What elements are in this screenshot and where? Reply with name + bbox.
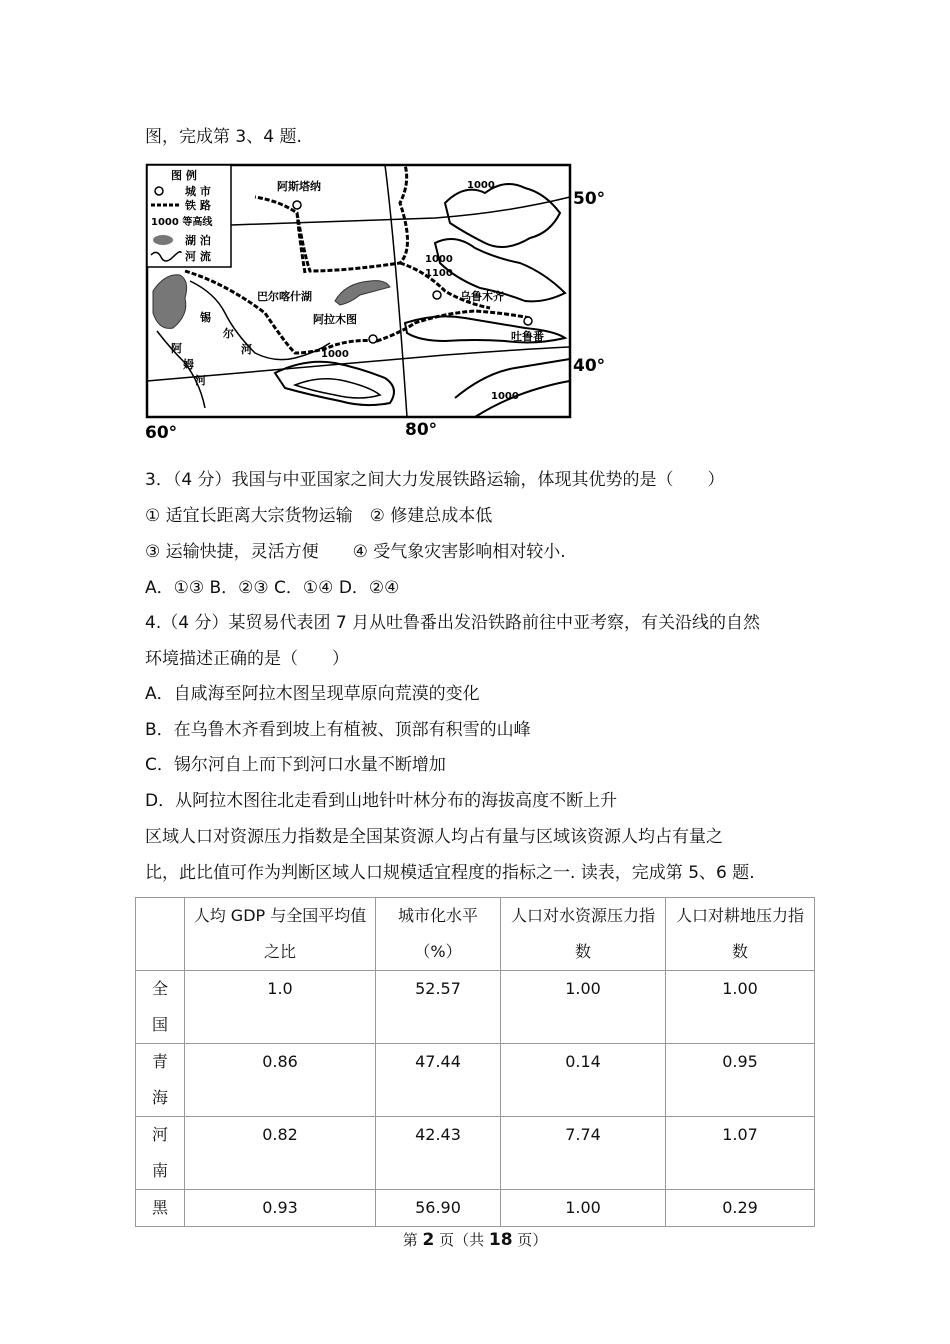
- q4-option-b: B．在乌鲁木齐看到坡上有植被、顶部有积雪的山峰: [145, 720, 531, 740]
- table-cell: 47.44: [376, 1044, 501, 1117]
- legend-city: 城 市: [185, 185, 211, 198]
- almaty-label: 阿拉木图: [313, 313, 357, 326]
- almaty-city: [369, 335, 377, 343]
- legend-river: 河 流: [185, 250, 211, 263]
- intro-text: 图，完成第 3、4 题.: [145, 127, 302, 147]
- footer-total-pages: 18: [488, 1230, 513, 1250]
- table-cell: 56.90: [376, 1190, 501, 1227]
- table-cell: 1.00: [666, 971, 815, 1044]
- q3-options-1: ① 适宜长距离大宗货物运输 ② 修建总成本低: [145, 506, 493, 526]
- page-footer: [0, 1229, 950, 1250]
- urumqi-city: [433, 291, 441, 299]
- table-row: [136, 971, 815, 1044]
- table-cell: 7.74: [501, 1117, 666, 1190]
- q4-option-c: C．锡尔河自上而下到河口水量不断增加: [145, 755, 446, 775]
- table-cell: 1.07: [666, 1117, 815, 1190]
- legend-railway: 铁 路: [185, 199, 211, 212]
- balkhash-label: 巴尔喀什湖: [257, 290, 312, 303]
- footer-pre: 第: [402, 1231, 423, 1249]
- astana-city: [293, 201, 301, 209]
- turpan-label: 吐鲁番: [511, 330, 544, 343]
- table-cell: 0.82: [185, 1117, 376, 1190]
- contour-1000-north: 1000: [467, 180, 495, 191]
- legend-lake: 湖 泊: [185, 234, 211, 247]
- lat-50-label: 50°: [573, 189, 606, 209]
- contour-1100-label: 1100: [425, 268, 453, 279]
- lake-legend-icon: [153, 235, 173, 245]
- pressure-index-table: [135, 897, 815, 1227]
- row-header: 河南: [136, 1117, 185, 1190]
- q3-options-2: ③ 运输快捷，灵活方便 ④ 受气象灾害影响相对较小.: [145, 542, 566, 562]
- table-header-farmland: 人口对耕地压力指数: [666, 898, 815, 971]
- table-row: [136, 1190, 815, 1227]
- table-header-row: [136, 898, 815, 971]
- amu-label-3: 河: [195, 374, 206, 387]
- syr-label-1: 锡: [200, 311, 211, 324]
- legend-title: 图 例: [171, 169, 197, 182]
- astana-label: 阿斯塔纳: [277, 180, 321, 193]
- table-cell: 1.00: [501, 1190, 666, 1227]
- q3-stem: 3．（4 分）我国与中亚国家之间大力发展铁路运输，体现其优势的是（ ）: [145, 470, 725, 490]
- q4-stem-2: 环境描述正确的是（ ）: [145, 649, 349, 669]
- footer-post: 页）: [512, 1231, 548, 1249]
- syr-label-3: 河: [241, 343, 252, 356]
- paragraph-line-1: 区域人口对资源压力指数是全国某资源人均占有量与区域该资源人均占有量之: [145, 827, 723, 847]
- table-header-gdp: 人均 GDP 与全国平均值之比: [185, 898, 376, 971]
- table-cell: 0.29: [666, 1190, 815, 1227]
- table-header-urbanization: 城市化水平（%）: [376, 898, 501, 971]
- table-cell: 42.43: [376, 1117, 501, 1190]
- footer-mid: 页（共: [434, 1231, 489, 1249]
- lon-80-label: 80°: [405, 420, 438, 440]
- table-cell: 0.95: [666, 1044, 815, 1117]
- q4-option-d: D．从阿拉木图往北走看到山地针叶林分布的海拔高度不断上升: [145, 791, 618, 811]
- table-cell: 0.14: [501, 1044, 666, 1117]
- row-header: 黑: [136, 1190, 185, 1227]
- syr-label-2: 尔: [223, 327, 234, 340]
- legend-contour: 1000 等高线: [151, 217, 213, 228]
- lat-40-label: 40°: [573, 356, 606, 376]
- table-cell: 1.00: [501, 971, 666, 1044]
- contour-1000-south: 1000: [491, 391, 519, 402]
- table-cell: 52.57: [376, 971, 501, 1044]
- q3-choices: A．①③ B．②③ C．①④ D．②④: [145, 578, 400, 598]
- contour-1000-tianshan: 1000: [425, 254, 453, 265]
- urumqi-label: 乌鲁木齐: [460, 290, 504, 303]
- turpan-city: [524, 317, 532, 325]
- table-cell: 0.93: [185, 1190, 376, 1227]
- row-header: 青海: [136, 1044, 185, 1117]
- paragraph-line-2: 比，此比值可作为判断区域人口规模适宜程度的指标之一. 读表，完成第 5、6 题.: [145, 863, 755, 883]
- row-header: 全国: [136, 971, 185, 1044]
- contour-1000-pamir: 1000: [321, 349, 349, 360]
- amu-label-1: 阿: [171, 342, 182, 355]
- lon-60-label: 60°: [145, 423, 178, 443]
- table-cell: 1.0: [185, 971, 376, 1044]
- table-row: [136, 1044, 815, 1117]
- table-header-empty: [136, 898, 185, 971]
- footer-page-number: 2: [422, 1230, 435, 1250]
- table-header-water: 人口对水资源压力指数: [501, 898, 666, 971]
- amu-label-2: 姆: [183, 358, 194, 371]
- q4-stem-1: 4.（4 分）某贸易代表团 7 月从吐鲁番出发沿铁路前往中亚考察，有关沿线的自然: [145, 613, 761, 633]
- q4-option-a: A．自咸海至阿拉木图呈现草原向荒漠的变化: [145, 684, 480, 704]
- table-cell: 0.86: [185, 1044, 376, 1117]
- central-asia-map: [145, 163, 625, 443]
- table-row: [136, 1117, 815, 1190]
